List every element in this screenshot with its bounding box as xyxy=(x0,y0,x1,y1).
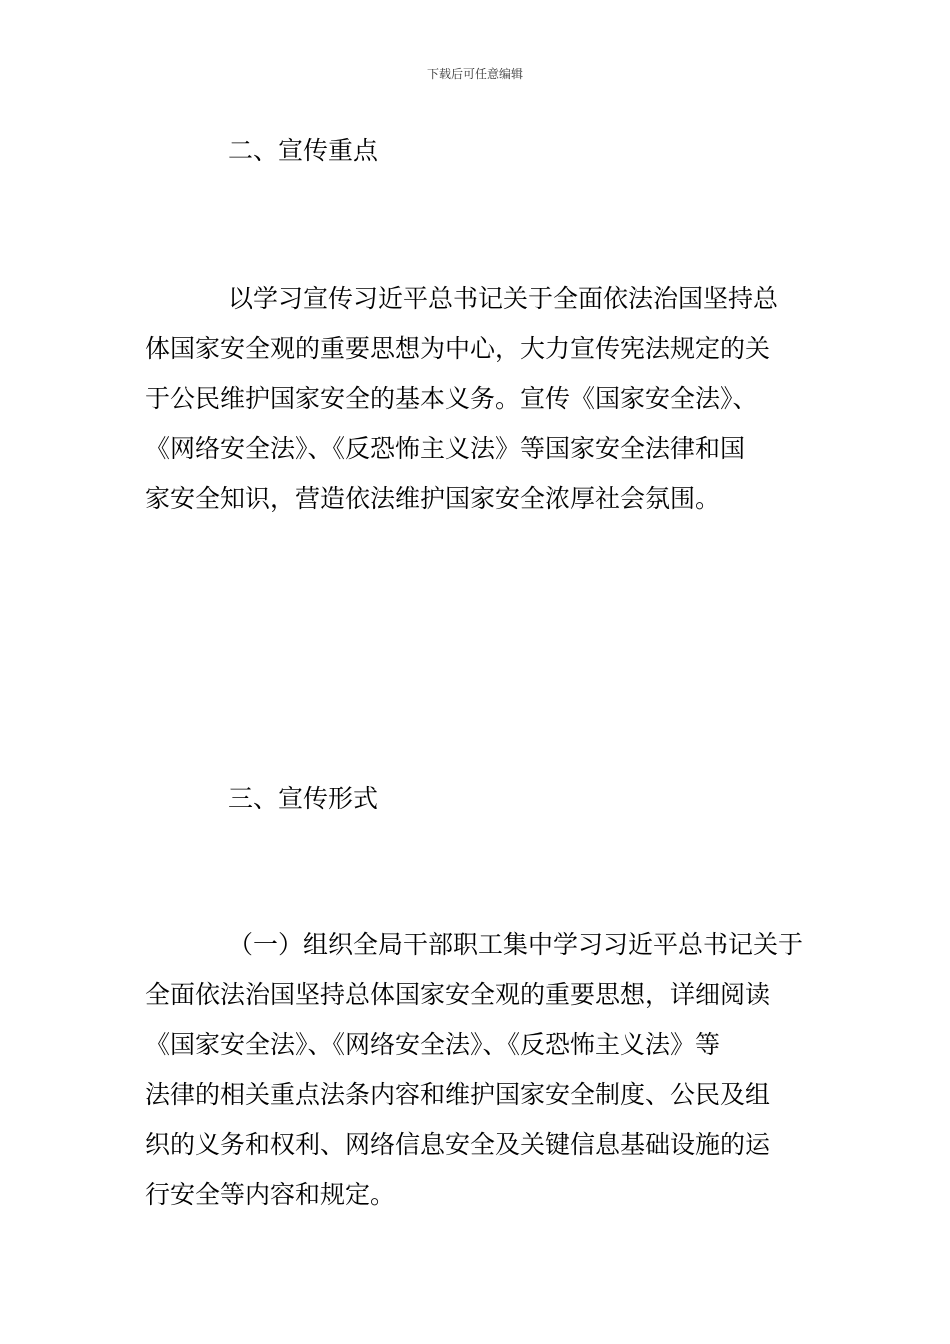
paragraph-line: 《网络安全法》、《反恐怖主义法》等国家安全法律和国 xyxy=(145,434,746,463)
paragraph-line: 以学习宣传习近平总书记关于全面依法治国坚持总 xyxy=(228,284,779,313)
paragraph-line: 《国家安全法》、《网络安全法》、《反恐怖主义法》等 xyxy=(145,1030,721,1059)
paragraph-line: 体国家安全观的重要思想为中心，大力宣传宪法规定的关 xyxy=(145,334,771,363)
paragraph-line: 家安全知识，营造依法维护国家安全浓厚社会氛围。 xyxy=(145,484,721,513)
section-heading-publicity-focus: 二、宣传重点 xyxy=(228,136,379,165)
paragraph-line: 织的义务和权利、网络信息安全及关键信息基础设施的运 xyxy=(145,1130,771,1159)
section-heading-publicity-form: 三、宣传形式 xyxy=(228,784,379,813)
page-header: 下载后可任意编辑 xyxy=(426,67,523,81)
paragraph-line: 全面依法治国坚持总体国家安全观的重要思想，详细阅读 xyxy=(145,980,771,1009)
paragraph-line: 行安全等内容和规定。 xyxy=(145,1180,396,1209)
paragraph-line: 于公民维护国家安全的基本义务。宣传《国家安全法》、 xyxy=(145,384,758,413)
paragraph-line: 法律的相关重点法条内容和维护国家安全制度、公民及组 xyxy=(145,1080,771,1109)
paragraph-line: （一）组织全局干部职工集中学习习近平总书记关于 xyxy=(228,930,804,959)
